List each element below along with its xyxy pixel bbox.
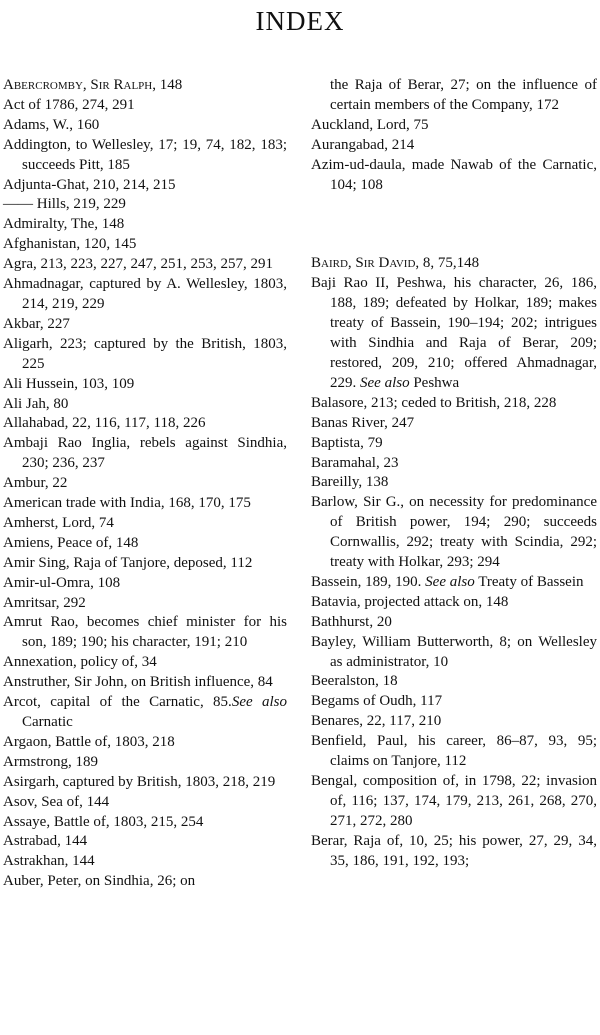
index-entry xyxy=(311,493,597,573)
index-entry xyxy=(3,434,287,474)
entry-text: Benfield, Paul, his career, 86–87, 93, 95; claims on Tanjore, 112 xyxy=(311,733,597,770)
entry-text: Aurangabad, 214 xyxy=(311,136,415,153)
entry-text: Asov, Sea of, 144 xyxy=(3,793,110,810)
entry-heading: Baird, Sir David xyxy=(311,255,416,272)
cross-reference-label: See also xyxy=(356,374,410,391)
entry-text: Ali Hussein, 103, 109 xyxy=(3,375,135,392)
index-entry xyxy=(3,375,287,395)
entry-text: Adams, W., 160 xyxy=(3,116,100,133)
entry-text: Auckland, Lord, 75 xyxy=(311,116,429,133)
entry-text: Bengal, composition of, in 1798, 22; invasion of, 116; 137, 174, 179, 213, 261, 268, 270, 271, 272, 280 xyxy=(311,773,597,829)
index-entry xyxy=(311,414,597,434)
entry-text: Amir Sing, Raja of Tanjore, deposed, 112 xyxy=(3,554,253,571)
cross-reference-target: Carnatic xyxy=(22,714,73,730)
letter-gap xyxy=(311,195,597,254)
cross-reference-target: Peshwa xyxy=(409,374,460,391)
entry-text: Auber, Peter, on Sindhia, 26; on xyxy=(3,873,196,890)
entry-text: Agra, 213, 223, 227, 247, 251, 253, 257, 291 xyxy=(3,256,273,273)
index-entry xyxy=(3,813,287,833)
entry-text: Astrabad, 144 xyxy=(3,833,88,850)
entry-text: Allahabad, 22, 116, 117, 118, 226 xyxy=(3,415,206,432)
index-entry xyxy=(3,574,287,594)
index-entry xyxy=(311,274,597,393)
entry-heading: Abercromby, Sir Ralph xyxy=(3,77,153,93)
index-entry xyxy=(311,593,597,613)
index-entry xyxy=(311,76,597,116)
entry-text: Banas River, 247 xyxy=(311,414,415,431)
right-column xyxy=(311,76,597,872)
entry-text: Asirgarh, captured by British, 1803, 218, 219 xyxy=(3,773,276,790)
entry-text: Amiens, Peace of, 148 xyxy=(3,534,139,551)
entry-text: Assaye, Battle of, 1803, 215, 254 xyxy=(3,813,204,830)
right-column-b-entries xyxy=(311,254,597,871)
index-entry xyxy=(3,793,287,813)
entry-text: Bassein, 189, 190. xyxy=(311,573,422,590)
entry-text: Act of 1786, 274, 291 xyxy=(3,96,135,113)
entry-text: Amrut Rao, becomes chief minister for his son, 189; 190; his character, 191; 210 xyxy=(3,614,287,651)
entry-text: , 8, 75,148 xyxy=(415,255,480,272)
entry-text: Addington, to Wellesley, 17; 19, 74, 182, 183; succeeds Pitt, 185 xyxy=(3,136,287,173)
index-entry xyxy=(3,395,287,415)
index-entry xyxy=(3,554,287,574)
index-entry xyxy=(311,732,597,772)
entry-text: Admiralty, The, 148 xyxy=(3,216,125,233)
index-entry xyxy=(3,852,287,872)
index-entry xyxy=(311,254,597,274)
entry-text: Annexation, policy of, 34 xyxy=(3,654,157,671)
index-entry xyxy=(3,136,287,176)
entry-text: Ambur, 22 xyxy=(3,475,68,492)
entry-text: Argaon, Battle of, 1803, 218 xyxy=(3,733,175,750)
index-entry xyxy=(3,215,287,235)
index-entry xyxy=(3,733,287,753)
entry-text: —— Hills, 219, 229 xyxy=(3,196,126,213)
index-entry xyxy=(311,473,597,493)
entry-text: Bayley, William Butterworth, 8; on Wellesley as administrator, 10 xyxy=(311,633,597,670)
entry-text: Amritsar, 292 xyxy=(3,594,86,611)
index-entry xyxy=(311,613,597,633)
entry-text: Azim-ud-daula, made Nawab of the Carnatic, 104; 108 xyxy=(311,156,597,193)
entry-text: Arcot, capital of the Carnatic, 85. xyxy=(3,694,232,711)
index-entry xyxy=(3,613,287,653)
index-entry xyxy=(3,414,287,434)
index-entry xyxy=(3,176,287,196)
index-entry xyxy=(311,772,597,832)
entry-text: Amherst, Lord, 74 xyxy=(3,514,114,531)
index-entry xyxy=(311,454,597,474)
index-entry xyxy=(3,315,287,335)
index-entry xyxy=(3,832,287,852)
entry-text: Akbar, 227 xyxy=(3,315,70,332)
index-entry xyxy=(3,534,287,554)
index-entry xyxy=(3,594,287,614)
index-entry xyxy=(3,872,287,892)
entry-text: , 148 xyxy=(152,77,183,93)
index-entry xyxy=(3,753,287,773)
entry-text: Benares, 22, 117, 210 xyxy=(311,713,442,730)
index-entry xyxy=(3,96,287,116)
entry-text: Berar, Raja of, 10, 25; his power, 27, 29, 34, 35, 186, 191, 192, 193; xyxy=(311,832,597,869)
index-entry xyxy=(311,832,597,872)
index-entry xyxy=(3,235,287,255)
index-entry xyxy=(3,494,287,514)
index-entry xyxy=(3,275,287,315)
left-column xyxy=(3,76,287,892)
index-entry xyxy=(3,116,287,136)
entry-text: Amir-ul-Omra, 108 xyxy=(3,574,121,591)
index-entry xyxy=(311,156,597,196)
page-title: INDEX xyxy=(255,6,345,36)
cross-reference-label: See also xyxy=(231,694,287,711)
index-entry xyxy=(3,773,287,793)
entry-text: the Raja of Berar, 27; on the influence of certain members of the Company, 172 xyxy=(330,77,597,113)
index-entry xyxy=(311,434,597,454)
entry-text: American trade with India, 168, 170, 175 xyxy=(3,495,251,512)
entry-text: Ahmadnagar, captured by A. Wellesley, 1803, 214, 219, 229 xyxy=(3,276,287,312)
index-entry xyxy=(3,255,287,275)
index-entry xyxy=(311,633,597,673)
entry-text: Baji Rao II, Peshwa, his character, 26, 186, 188, 189; defeated by Holkar, 189; makes treaty of Bassein, 190–194; 202; intrigues with Sindhia and Raja of Berar, 209; restored, 209, 210; offered Ahmadnagar, 229. xyxy=(311,275,597,391)
index-entry xyxy=(311,692,597,712)
entry-text: Afghanistan, 120, 145 xyxy=(3,236,137,253)
entry-text: Armstrong, 189 xyxy=(3,753,98,770)
entry-text: Baptista, 79 xyxy=(311,434,383,451)
index-entry xyxy=(311,573,597,593)
entry-text: Ali Jah, 80 xyxy=(3,395,69,412)
entry-text: Adjunta-Ghat, 210, 214, 215 xyxy=(3,176,176,193)
index-entry xyxy=(3,653,287,673)
cross-reference-target: Treaty of Bassein xyxy=(474,573,584,590)
entry-text: Bathhurst, 20 xyxy=(311,613,392,630)
index-entry xyxy=(311,712,597,732)
index-entry xyxy=(311,136,597,156)
index-entry xyxy=(311,394,597,414)
entry-text: Balasore, 213; ceded to British, 218, 228 xyxy=(311,394,557,411)
right-column-a-entries xyxy=(311,76,597,195)
entry-text: Astrakhan, 144 xyxy=(3,853,95,870)
index-entry xyxy=(3,195,287,215)
cross-reference-label: See also xyxy=(421,573,475,590)
entry-text: Ambaji Rao Inglia, rebels against Sindhia, 230; 236, 237 xyxy=(3,435,287,472)
index-entry xyxy=(3,335,287,375)
entry-text: Baramahal, 23 xyxy=(311,454,399,471)
index-entry xyxy=(3,673,287,693)
entry-text: Aligarh, 223; captured by the British, 1803, 225 xyxy=(3,335,287,372)
entry-text: Beeralston, 18 xyxy=(311,673,398,690)
index-entry xyxy=(311,672,597,692)
entry-text: Bareilly, 138 xyxy=(311,474,389,491)
index-entry xyxy=(311,116,597,136)
entry-text: Anstruther, Sir John, on British influence, 84 xyxy=(3,674,273,691)
index-entry xyxy=(3,474,287,494)
index-entry xyxy=(3,76,287,96)
entry-text: Batavia, projected attack on, 148 xyxy=(311,593,509,610)
index-entry xyxy=(3,693,287,733)
entry-text: Barlow, Sir G., on necessity for predominance of British power, 194; 290; succeeds Cornwallis, 292; treaty with Scindia, 292; treaty with Holkar, 293; 294 xyxy=(311,494,597,571)
index-entry xyxy=(3,514,287,534)
entry-text: Begams of Oudh, 117 xyxy=(311,693,443,710)
